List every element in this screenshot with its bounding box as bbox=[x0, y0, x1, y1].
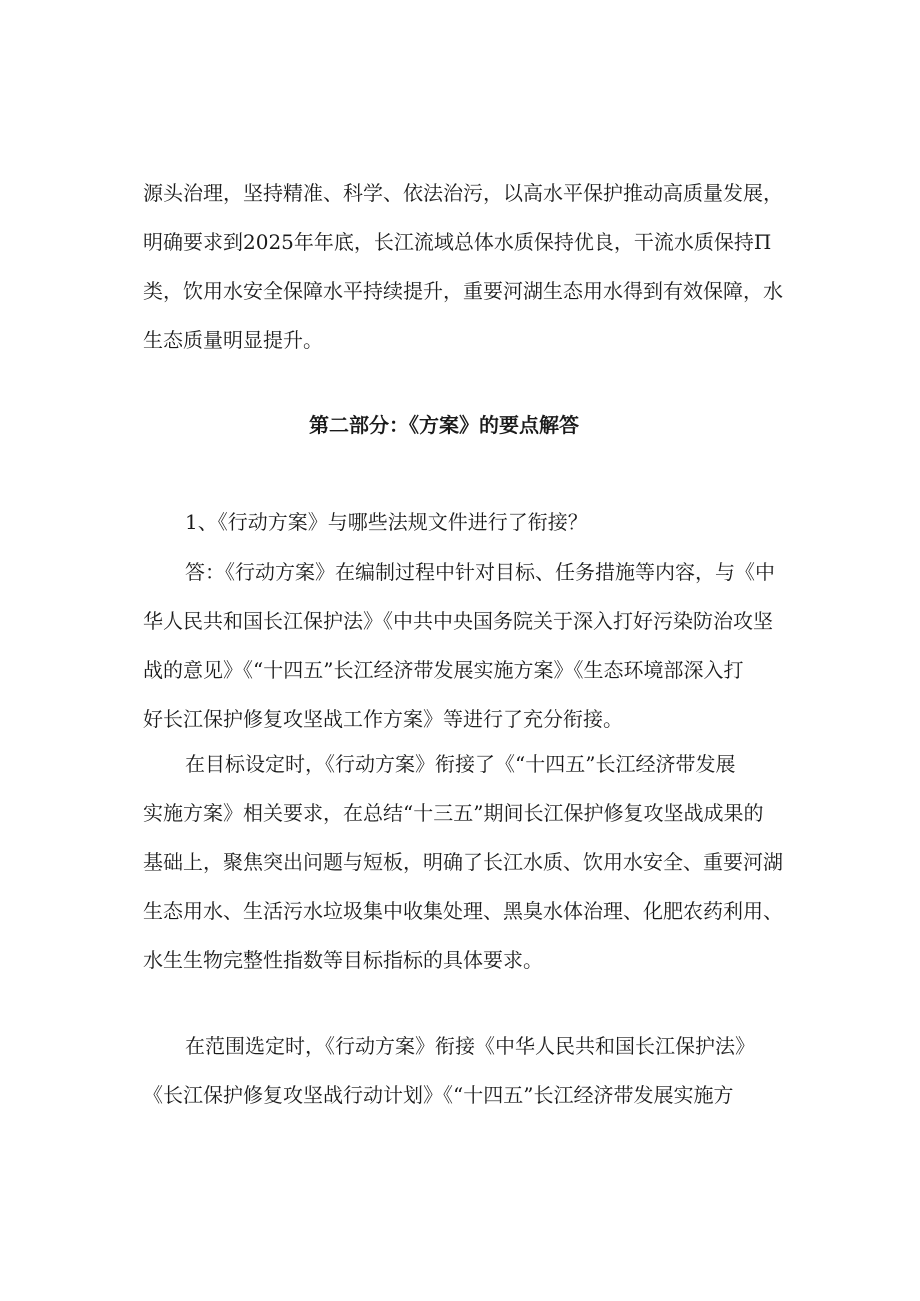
intro-line-2: 明确要求到2025年年底，长江流域总体水质保持优良，干流水质保持Π bbox=[143, 230, 772, 254]
target-line-5: 水生生物完整性指数等目标指标的具体要求。 bbox=[143, 948, 543, 972]
target-line-2: 实施方案》相关要求，在总结“十三五”期间长江保护修复攻坚战成果的 bbox=[143, 801, 764, 825]
answer-line-4: 好长江保护修复攻坚战工作方案》等进行了充分衔接。 bbox=[143, 707, 623, 731]
section-title: 第二部分：《方案》的要点解答 bbox=[309, 413, 579, 437]
target-line-1: 在目标设定时，《行动方案》衔接了《“十四五”长江经济带发展 bbox=[185, 752, 736, 776]
target-line-4: 生态用水、生活污水垃圾集中收集处理、黑臭水体治理、化肥农药利用、 bbox=[143, 899, 783, 923]
answer-line-2: 华人民共和国长江保护法》《中共中央国务院关于深入打好污染防治攻坚 bbox=[143, 609, 773, 633]
question-line: 1、《行动方案》与哪些法规文件进行了衔接？ bbox=[185, 510, 588, 534]
scope-line-1: 在范围选定时，《行动方案》衔接《中华人民共和国长江保护法》 bbox=[185, 1034, 755, 1058]
answer-line-1: 答：《行动方案》在编制过程中针对目标、任务措施等内容，与《中 bbox=[185, 560, 775, 584]
intro-line-4: 生态质量明显提升。 bbox=[143, 328, 323, 352]
answer-line-3: 战的意见》《“十四五”长江经济带发展实施方案》《生态环境部深入打 bbox=[143, 658, 744, 682]
scope-line-2: 《长江保护修复攻坚战行动计划》《“十四五”长江经济带发展实施方 bbox=[143, 1083, 734, 1107]
intro-line-1: 源头治理，坚持精准、科学、依法治污，以高水平保护推动高质量发展， bbox=[143, 181, 783, 205]
target-line-3: 基础上，聚焦突出问题与短板，明确了长江水质、饮用水安全、重要河湖 bbox=[143, 850, 783, 874]
intro-line-3: 类，饮用水安全保障水平持续提升，重要河湖生态用水得到有效保障，水 bbox=[143, 279, 783, 303]
